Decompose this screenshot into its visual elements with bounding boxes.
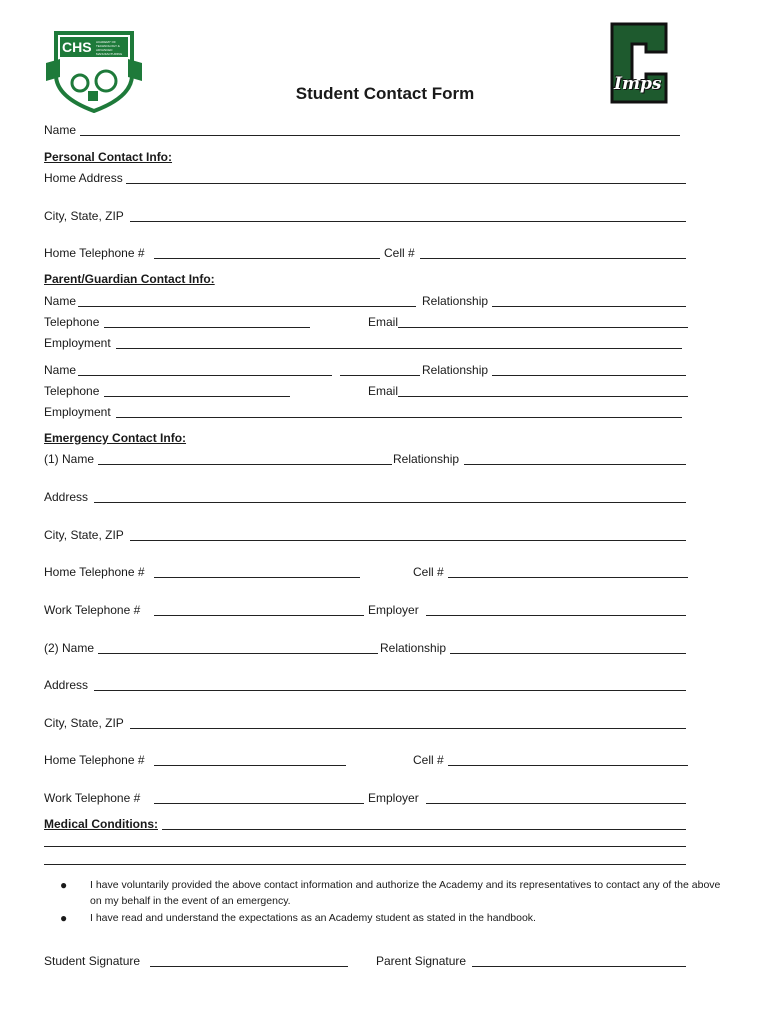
academy-logo-text: CHS xyxy=(62,39,92,55)
em2-name-label: (2) Name xyxy=(44,641,95,655)
parent2-email-field[interactable] xyxy=(398,386,688,397)
parent2-email-label: Email xyxy=(368,384,399,398)
em2-employer-label: Employer xyxy=(368,791,419,805)
bullet-dot-2: ● xyxy=(60,911,68,925)
parent2-relationship-label: Relationship xyxy=(422,363,489,377)
em2-relationship-field[interactable] xyxy=(450,643,686,654)
em2-home-telephone-field[interactable] xyxy=(154,755,346,766)
em1-address-label: Address xyxy=(44,490,89,504)
parent2-telephone-label: Telephone xyxy=(44,384,100,398)
parent1-name-field[interactable] xyxy=(78,296,416,307)
em2-name-field[interactable] xyxy=(98,643,378,654)
medical-conditions-field-2[interactable] xyxy=(44,836,686,847)
cell-label: Cell # xyxy=(384,246,415,260)
home-address-label: Home Address xyxy=(44,171,123,185)
parent2-name-label: Name xyxy=(44,363,77,377)
em1-home-telephone-field[interactable] xyxy=(154,567,360,578)
em1-home-telephone-label: Home Telephone # xyxy=(44,565,145,579)
em2-city-field[interactable] xyxy=(130,718,686,729)
parent2-employment-label: Employment xyxy=(44,405,111,419)
bullet-dot-1: ● xyxy=(60,878,68,892)
academy-logo-subtext: ACADEMY OF TECHNOLOGY & ADVANCED MANUFACTURING xyxy=(96,40,123,56)
acknowledgement-1: I have voluntarily provided the above contact information and authorize the Academy and its representatives to contact any of the above on my behalf in the event of an emergency. xyxy=(90,879,721,907)
student-signature-label: Student Signature xyxy=(44,954,141,968)
parent1-email-field[interactable] xyxy=(398,317,688,328)
cell-field[interactable] xyxy=(420,248,686,259)
em1-employer-label: Employer xyxy=(368,603,419,617)
em1-city-label: City, State, ZIP xyxy=(44,528,124,542)
parent2-name-field[interactable] xyxy=(78,365,332,376)
em1-address-field[interactable] xyxy=(94,492,686,503)
parent1-relationship-field[interactable] xyxy=(492,296,686,307)
student-name-label: Name xyxy=(44,123,77,137)
em1-cell-label: Cell # xyxy=(413,565,444,579)
em2-cell-field[interactable] xyxy=(448,755,688,766)
parent1-name-label: Name xyxy=(44,294,77,308)
em1-relationship-label: Relationship xyxy=(393,452,460,466)
em2-address-label: Address xyxy=(44,678,89,692)
parent-contact-header: Parent/Guardian Contact Info: xyxy=(44,272,215,286)
em2-home-telephone-label: Home Telephone # xyxy=(44,753,145,767)
parent1-telephone-field[interactable] xyxy=(104,317,310,328)
personal-contact-header: Personal Contact Info: xyxy=(44,150,173,164)
parent1-email-label: Email xyxy=(368,315,399,329)
em2-work-telephone-label: Work Telephone # xyxy=(44,791,141,805)
em1-relationship-field[interactable] xyxy=(464,454,686,465)
em2-relationship-label: Relationship xyxy=(380,641,447,655)
parent2-telephone-field[interactable] xyxy=(104,386,290,397)
em2-cell-label: Cell # xyxy=(413,753,444,767)
parent1-relationship-label: Relationship xyxy=(422,294,489,308)
home-telephone-field[interactable] xyxy=(154,248,380,259)
parent1-telephone-label: Telephone xyxy=(44,315,100,329)
medical-conditions-field-3[interactable] xyxy=(44,854,686,865)
parent-signature-field[interactable] xyxy=(472,956,686,967)
student-name-row xyxy=(44,123,76,137)
em2-city-label: City, State, ZIP xyxy=(44,716,124,730)
em1-work-telephone-field[interactable] xyxy=(154,605,364,616)
em2-employer-field[interactable] xyxy=(426,793,686,804)
imps-logo-letter xyxy=(606,22,607,23)
em1-city-field[interactable] xyxy=(130,530,686,541)
page-title: Student Contact Form xyxy=(295,84,475,103)
student-name-field[interactable] xyxy=(80,125,680,136)
parent1-employment-field[interactable] xyxy=(116,338,682,349)
city-state-zip-label: City, State, ZIP xyxy=(44,209,124,223)
em1-name-field[interactable] xyxy=(98,454,392,465)
em1-work-telephone-label: Work Telephone # xyxy=(44,603,141,617)
home-telephone-label: Home Telephone # xyxy=(44,246,145,260)
emergency-contact-header: Emergency Contact Info: xyxy=(44,431,187,445)
city-state-zip-field[interactable] xyxy=(130,211,686,222)
student-signature-field[interactable] xyxy=(150,956,348,967)
parent2-employment-field[interactable] xyxy=(116,407,682,418)
em1-employer-field[interactable] xyxy=(426,605,686,616)
em1-cell-field[interactable] xyxy=(448,567,688,578)
parent2-name-field-extra[interactable] xyxy=(340,365,420,376)
parent2-relationship-field[interactable] xyxy=(492,365,686,376)
medical-conditions-field-1[interactable] xyxy=(162,819,686,830)
medical-conditions-header: Medical Conditions: xyxy=(44,817,158,831)
parent1-employment-label: Employment xyxy=(44,336,111,350)
imps-logo-script: Imps xyxy=(614,74,662,94)
em1-name-label: (1) Name xyxy=(44,452,95,466)
em2-address-field[interactable] xyxy=(94,680,686,691)
acknowledgement-2: I have read and understand the expectations as an Academy student as stated in the handbook. xyxy=(90,912,536,924)
parent-signature-label: Parent Signature xyxy=(376,954,467,968)
home-address-field[interactable] xyxy=(126,173,686,184)
em2-work-telephone-field[interactable] xyxy=(154,793,364,804)
